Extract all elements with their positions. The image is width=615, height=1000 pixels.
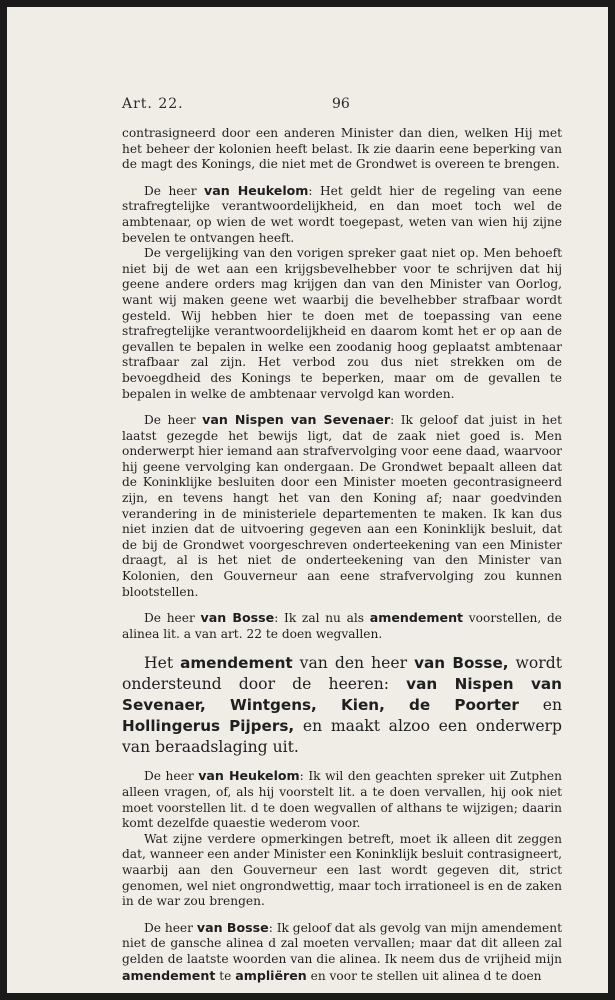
paragraph-1: contrasigneerd door een anderen Minister dan dien, welken Hij met het beheer der kolonien heeft belast. Ik zie daarin eene beperking van de magt des Konings, die niet met de Grondwet is overeen te brengen. <box>122 126 562 172</box>
speaker-name: van Heukelom <box>198 768 300 784</box>
amendment-term: amendement <box>180 654 293 673</box>
document-page <box>7 7 608 993</box>
speaker-name: van Bosse <box>200 610 275 626</box>
supporter-name: Hollingerus Pijpers, <box>122 717 295 736</box>
paragraph-4: De heer van Nispen van Sevenaer: Ik geloof dat juist in het laatst gezegde het bewijs ligt, dat de zaak niet goed is. Men onderwerpt hier iemand aan strafvervolging voor eene daad, waarvoor hij geene vervolging kan ondergaan. De Grondwet bepaalt alleen dat de Koninklijke besluiten door een Minister moeten gecontrasigneerd zijn, en tevens hangt het van den Koning af; naar goedvinden verandering in de ministeriele departementen te maken. Ik kan dus niet inzien dat de uitvoering gegeven aan een Koninklijk besluit, dat de bij de Grondwet voorgeschreven onderteekening van een Minister draagt, al is het niet de onderteekening van den Minister van Kolonien, den Gouverneur aan eene strafvervolging zou kunnen blootstellen. <box>122 412 563 599</box>
supporters-list: van Nispen van Sevenaer, Wintgens, Kien, de Poorter <box>122 675 562 715</box>
amendment-notice: Het amendement van den heer van Bosse, wordt ondersteund door de heeren: van Nispen van Sevenaer, Wintgens, Kien, de Poorter en Hollingerus Pijpers, en maakt alzoo een onderwerp van beraadslaging uit. <box>122 654 562 757</box>
amendment-term: amendement <box>122 967 216 983</box>
speaker-name: van Bosse, <box>414 654 509 673</box>
document-body <box>122 126 562 984</box>
paragraph-2: De heer van Heukelom: Het geldt hier de regeling van eene strafregtelijke verantwoordelijkheid, en dan moet toch wel de ambtenaar, op wien de wet wordt toegepast, weten van wien hij zijne bevelen te ontvangen heeft. <box>122 182 562 245</box>
paragraph-8: Wat zijne verdere opmerkingen betreft, moet ik alleen dit zeggen dat, wanneer een ander Minister een Koninklijk besluit contrasigneert, waarbij aan den Gouverneur een last wordt gegeven dit, strict genomen, wel niet ongrondwettig, maar toch irrationeel is en de zaken in de war zou brengen. <box>122 831 562 909</box>
speaker-name: van Nispen van Sevenaer <box>202 412 391 428</box>
article-label: Art. 22. <box>122 96 184 112</box>
paragraph-3: De vergelijking van den vorigen spreker gaat niet op. Men behoeft niet bij de wet aan een krijgsbevelhebber voor te schrijven dat hij geene andere orders mag krijgen dan van den Minister van Oorlog, want wij maken geene wet waarbij die bevelhebber strafbaar wordt gesteld. Wij hebben hier te doen met de toepassing van eene strafregtelijke verantwoordelijkheid en daarom komt het er op aan de gevallen te bepalen in welke een zoodanig hoog geplaatst ambtenaar strafbaar zal zijn. Het verbod zou dus niet strekken om de bevoegdheid des Konings te beperken, maar om de gevallen te bepalen in welke de ambtenaar vervolgd kan worden. <box>122 246 562 401</box>
page-number: 96 <box>332 96 350 112</box>
paragraph-7: De heer van Heukelom: Ik wil den geachten spreker uit Zutphen alleen vragen, of, als hij voorstelt lit. a te doen vervallen, hij ook niet moet voorstellen lit. d te doen wegvallen of althans te wijzigen; daarin komt dezelfde quaestie wederom voor. <box>122 768 562 831</box>
amplify-term: ampliëren <box>235 967 307 983</box>
speaker-name: van Heukelom <box>204 182 309 198</box>
paragraph-9: De heer van Bosse: Ik geloof dat als gevolg van mijn amendement niet de gansche alinea d zal moeten vervallen; maar dat dit alleen zal gelden de laatste woorden van die alinea. Ik neem dus de vrijheid mijn amendement te ampliëren en voor te stellen uit alinea d te doen <box>122 919 563 983</box>
speaker-name: van Bosse <box>196 919 269 935</box>
amendment-term: amendement <box>369 610 464 626</box>
paragraph-5: De heer van Bosse: Ik zal nu als amendement voorstellen, de alinea lit. a van art. 22 te doen wegvallen. <box>122 610 562 641</box>
